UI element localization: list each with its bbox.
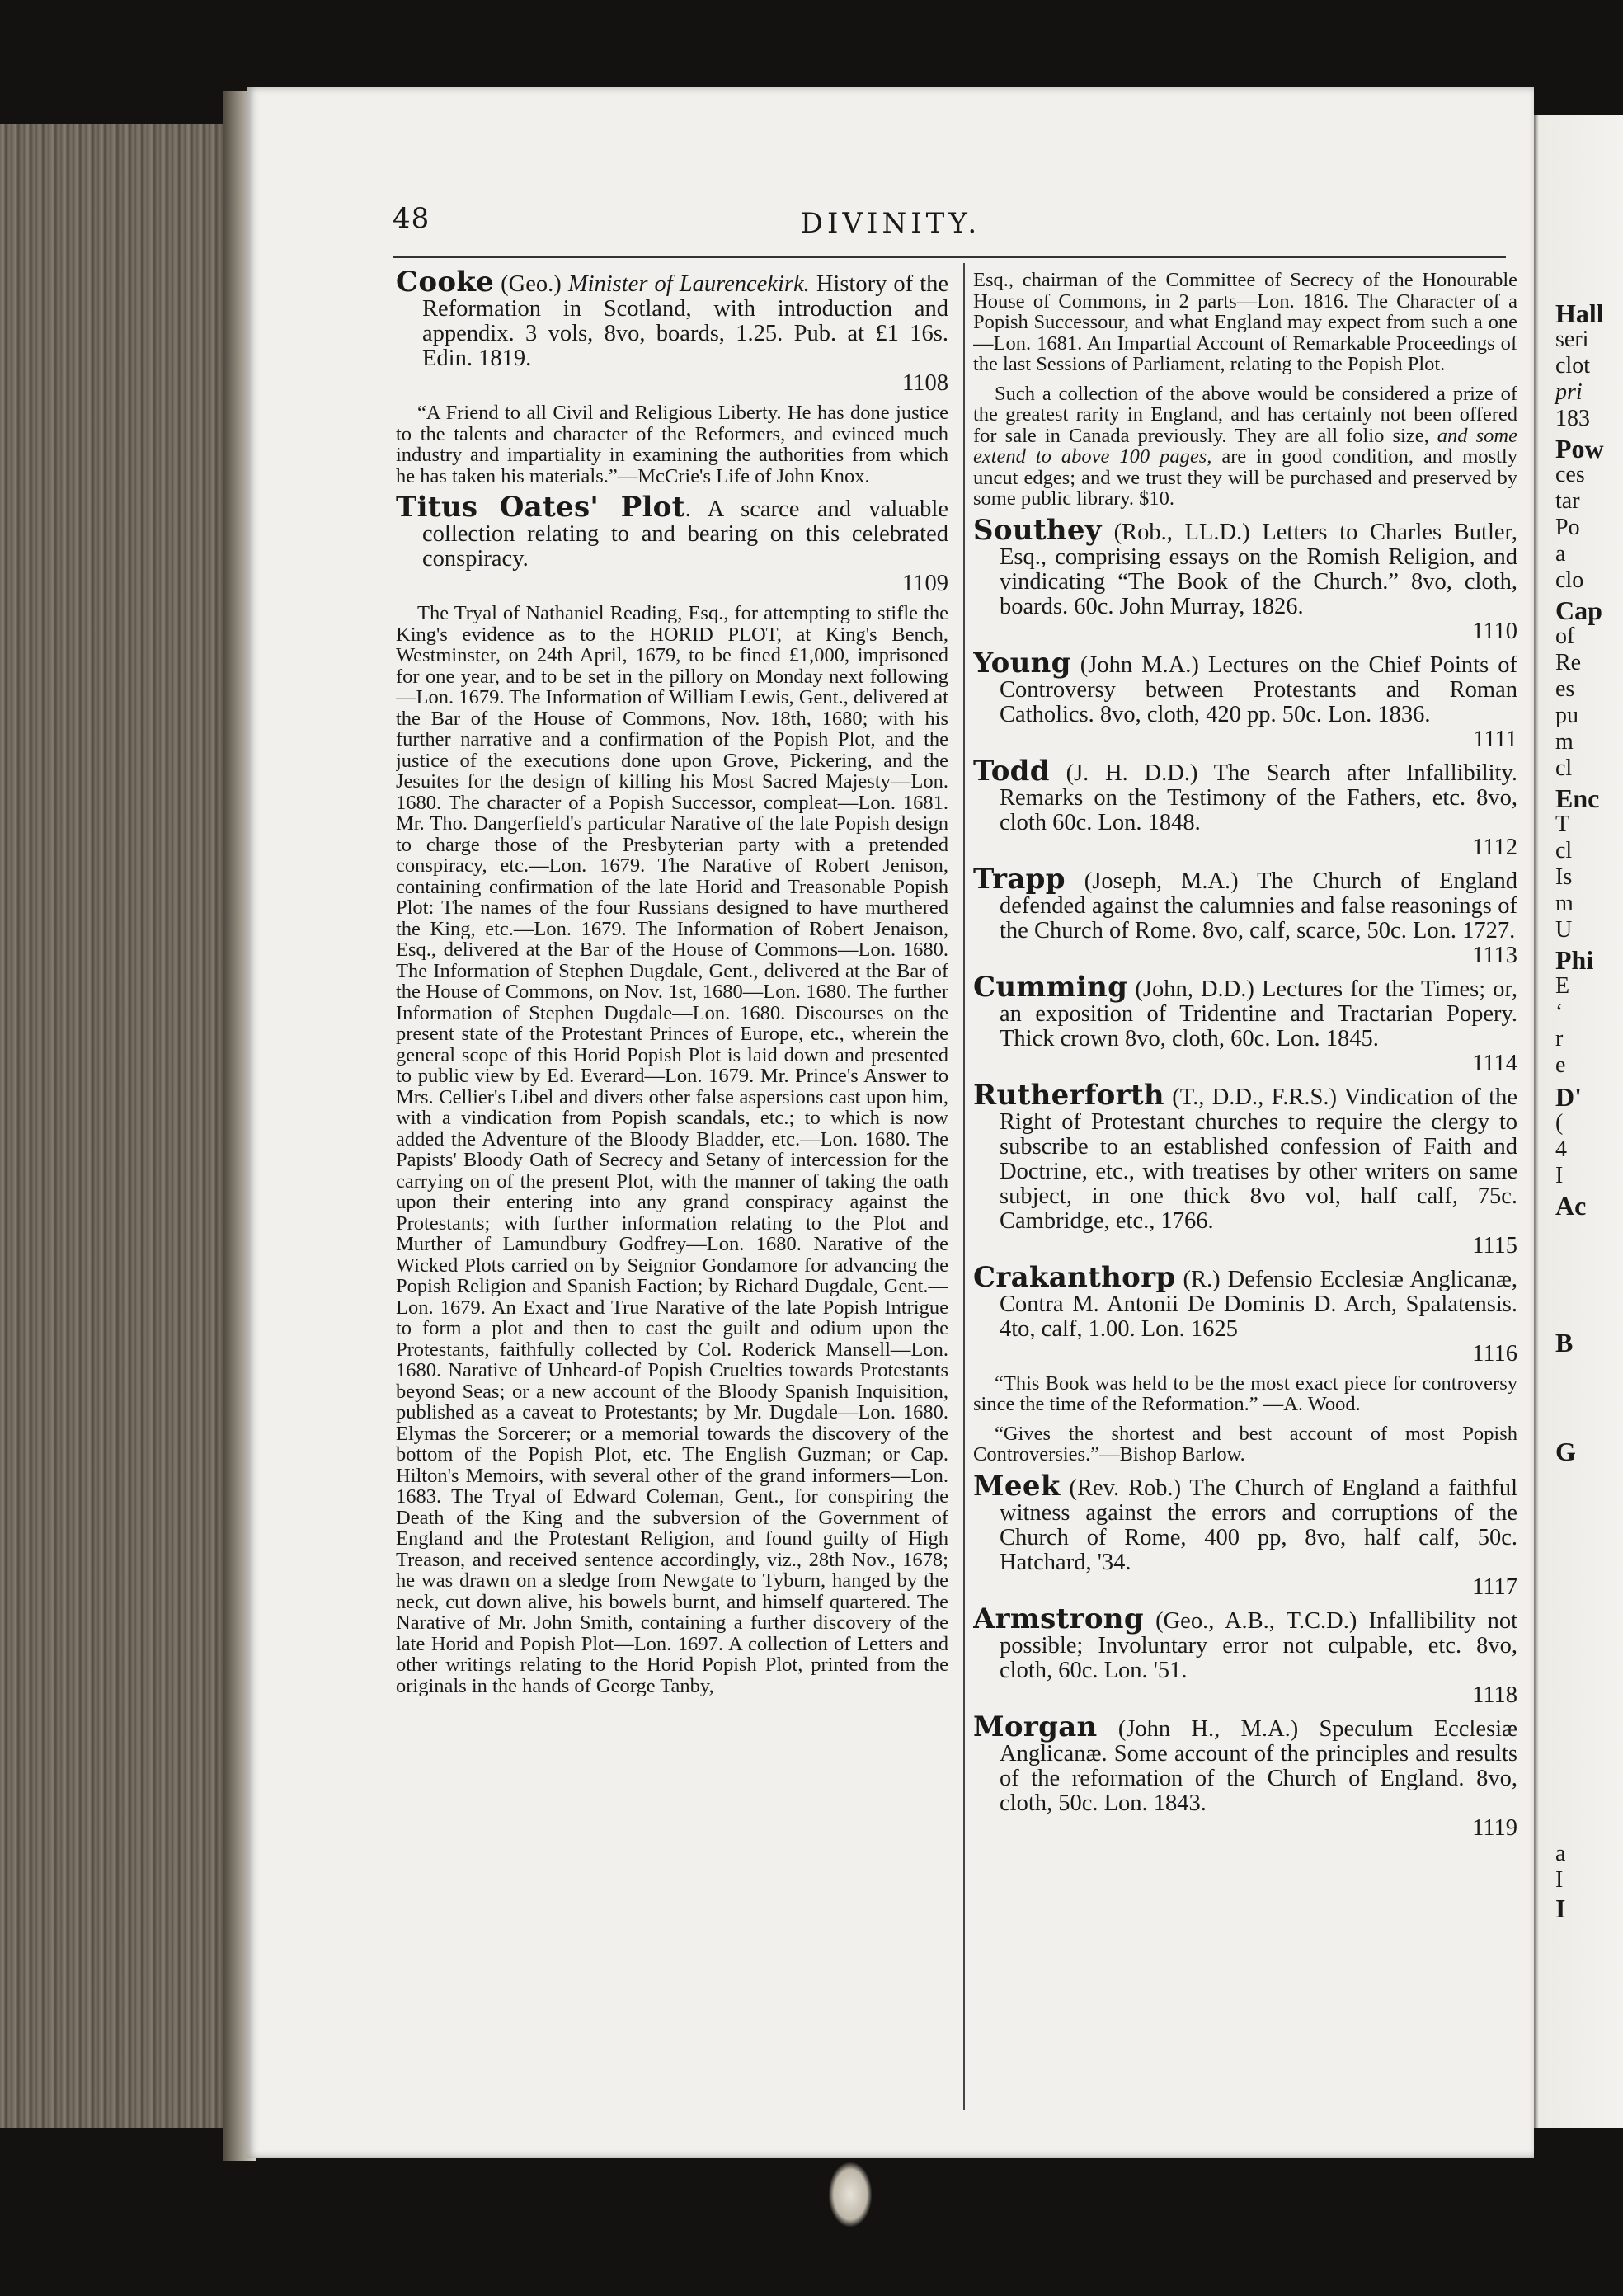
adjacent-fragment: m [1555, 729, 1574, 755]
adjacent-fragment: e [1555, 1052, 1566, 1078]
adjacent-fragment: clo [1555, 567, 1584, 593]
entry-meek [973, 1469, 1517, 1600]
header-rule [393, 256, 1506, 258]
entry-number: 1113 [1472, 942, 1517, 968]
adjacent-fragment: a [1555, 1841, 1566, 1866]
entry-author: Todd [973, 754, 1050, 788]
entry-author: Armstrong [973, 1602, 1144, 1635]
adjacent-fragment: Phi [1555, 945, 1594, 975]
entry-author: Meek [973, 1469, 1061, 1503]
entry-number: 1111 [1473, 726, 1517, 752]
entry-number: 1118 [1472, 1682, 1517, 1708]
adjacent-fragment: ‘ [1555, 1000, 1564, 1025]
entry-cumming [973, 970, 1517, 1076]
entry-text: (Joseph, M.A.) The Church of England defended against the calumnies and false reasonings of the Church of Rome. 8vo, calf, scarce, 50c. Lon. 1727. [1000, 868, 1517, 943]
entry-trapp [973, 862, 1517, 968]
adjacent-fragment: E [1555, 973, 1570, 999]
entry-author: Young [973, 646, 1071, 680]
adjacent-fragment: r [1555, 1026, 1564, 1052]
adjacent-fragment: G [1555, 1437, 1576, 1466]
entry-text: (T., D.D., F.R.S.) Vindication of the Right of Protestant churches to require the clergy to subscribe to an established confession of Faith and Doctrine, etc., with treatises by other writers on same subject, in one thick 8vo vol, half calf, 75c. Cambridge, etc., 1766. [1000, 1084, 1517, 1234]
adjacent-fragment: clot [1555, 353, 1590, 379]
page-number: 48 [393, 202, 430, 235]
entry-text-italic: Minister of Laurencekirk. [567, 271, 810, 297]
entry-number: 1119 [1472, 1814, 1517, 1841]
entry-armstrong [973, 1602, 1517, 1708]
adjacent-fragment: Is [1555, 864, 1573, 890]
entry-text: . A scarce and valuable collection relating to and bearing on this celebrated conspiracy. [422, 496, 948, 572]
adjacent-fragment: I [1555, 1867, 1564, 1893]
entry-note-continued: Esq., chairman of the Committee of Secrecy of the Honourable House of Commons, in 2 parts—Lon. 1816. The Character of a Popish Successour, and what England may expect from such a one—Lon. 1681. An Impartial Account of Remarkable Proceedings of the last Sessions of Parliament, relating to the Popish Plot. [973, 270, 1517, 375]
entry-author: Southey [973, 513, 1102, 547]
adjacent-fragment: Cap [1555, 595, 1602, 625]
entry-note: “Gives the shortest and best account of most Popish Controversies.”—Bishop Barlow. [973, 1422, 1517, 1466]
entry-number: 1116 [1472, 1340, 1517, 1367]
entry-morgan [973, 1710, 1517, 1841]
column-divider [963, 263, 965, 2110]
entry-text: (R.) Defensio Ecclesiæ Anglicanæ, Contra M. Antonii De Dominis D. Arch, Spalatensis. 4to, calf, 1.00. Lon. 1625 [1000, 1266, 1517, 1342]
adjacent-fragment: T [1555, 812, 1570, 837]
entry-text: (Geo.) [494, 271, 568, 297]
entry-number: 1109 [902, 571, 948, 596]
entry-author: Crakanthorp [973, 1260, 1176, 1294]
entry-author: Cumming [973, 970, 1128, 1004]
entry-titus-oates-plot [396, 491, 948, 596]
adjacent-fragment: cl [1555, 755, 1573, 781]
adjacent-fragment: Re [1555, 650, 1582, 675]
entry-number: 1110 [1472, 618, 1517, 644]
entry-number: 1115 [1472, 1232, 1517, 1259]
note-text-italic: and some extend to above 100 pages, [973, 424, 1517, 468]
adjacent-fragment: Ac [1555, 1191, 1587, 1221]
entry-text: (John M.A.) Lectures on the Chief Points of Controversy between Protestants and Roman Catholics. 8vo, cloth, 420 pp. 50c. Lon. 1836. [1000, 652, 1517, 727]
adjacent-fragment: pu [1555, 703, 1578, 728]
adjacent-fragment: I [1555, 1894, 1566, 1923]
adjacent-fragment: 4 [1555, 1136, 1567, 1162]
entry-cooke [396, 270, 948, 396]
entry-young [973, 646, 1517, 752]
entry-todd [973, 754, 1517, 860]
adjacent-fragment: B [1555, 1328, 1574, 1357]
adjacent-fragment: es [1555, 676, 1575, 702]
note-text: Such a collection of the above would be considered a prize of the greatest rarity in England, and has certainly not been offered for sale in Canada previously. They are all folio size, [973, 382, 1517, 447]
left-column [396, 270, 948, 2109]
entry-note [973, 383, 1517, 510]
right-column [973, 270, 1517, 2109]
entry-author: Trapp [973, 862, 1066, 896]
entry-text: (John, D.D.) Lectures for the Times; or, an exposition of Tridentine and Tractarian Popery. Thick crown 8vo, cloth, 60c. Lon. 1845. [1000, 976, 1517, 1052]
adjacent-fragment: of [1555, 623, 1575, 649]
running-head: DIVINITY. [800, 207, 981, 240]
entry-text: (Rob., LL.D.) Letters to Charles Butler, Esq., comprising essays on the Romish Religion, and vindicating “The Book of the Church.” 8vo, cloth, boards. 60c. John Murray, 1826. [1000, 519, 1517, 619]
adjacent-fragment: U [1555, 917, 1573, 943]
entry-rutherforth [973, 1078, 1517, 1259]
adjacent-fragment: pri [1555, 379, 1583, 405]
adjacent-fragment: Pow [1555, 434, 1604, 463]
entry-note: “This Book was held to be the most exact piece for controversy since the time of the Reformation.” —A. Wood. [973, 1371, 1517, 1415]
entry-text: (J. H. D.D.) The Search after Infallibility. Remarks on the Testimony of the Fathers, etc. 8vo, cloth 60c. Lon. 1848. [1000, 760, 1517, 835]
entry-note: “A Friend to all Civil and Religious Liberty. He has done justice to the talents and character of the Reformers, and evinced much industry and impartiality in examining the authorities from which he has taken his materials.”—McCrie's Life of John Knox. [396, 402, 948, 487]
entry-text: (Geo., A.B., T.C.D.) Infallibility not possible; Involuntary error not culpable, etc. 8vo, cloth, 60c. Lon. '51. [1000, 1607, 1517, 1683]
adjacent-fragment: I [1555, 1163, 1564, 1188]
entry-author: Titus Oates' Plot [396, 491, 685, 524]
entry-author: Morgan [973, 1710, 1098, 1743]
entry-number: 1114 [1472, 1050, 1517, 1076]
entry-author: Rutherforth [973, 1078, 1164, 1112]
adjacent-fragment: Hall [1555, 299, 1604, 328]
book-page-stack-left [0, 124, 239, 2128]
scan-artifact [829, 2162, 872, 2227]
adjacent-fragment: cl [1555, 838, 1573, 863]
adjacent-fragment: seri [1555, 327, 1589, 352]
adjacent-fragment: ( [1555, 1110, 1564, 1136]
adjacent-fragment: ces [1555, 462, 1585, 487]
adjacent-fragment: tar [1555, 488, 1580, 514]
entry-text: (John H., M.A.) Speculum Ecclesiæ Anglicanæ. Some account of the principles and results of the reformation of the Church of England. 8vo, cloth, 50c. Lon. 1843. [1000, 1715, 1517, 1816]
entry-southey [973, 513, 1517, 644]
entry-text: (Rev. Rob.) The Church of England a faithful witness against the errors and corruptions of the Church of Rome, 400 pp, 8vo, half calf, 50c. Hatchard, '34. [1000, 1475, 1517, 1575]
entry-number: 1108 [902, 370, 948, 396]
adjacent-fragment: Po [1555, 515, 1580, 540]
catalogue-page [247, 87, 1534, 2158]
adjacent-fragment: 183 [1555, 406, 1590, 431]
entry-crakanthorp [973, 1260, 1517, 1367]
entry-note: The Tryal of Nathaniel Reading, Esq., for attempting to stifle the King's evidence as to the HORID PLOT, at King's Bench, Westminster, on 24th April, 1679, to be fined £1,000, imprisoned for one year, and to be set in the pillory on Monday next following—Lon. 1679. The Information of William Lewis, Gent., delivered at the Bar of the House of Commons, Nov. 18th, 1680; with his further narrative and a confirmation of the Popish Plot, and the justice of the executions done upon Grove, Pickering, and the Jesuites for the design of killing his Most Sacred Majesty—Lon. 1680. The character of a Popish Successor, compleat—Lon. 1681. Mr. Tho. Dangerfield's particular Narative of the late Popish design to charge those of the Presbyterian party with a pretended conspiracy, etc.—Lon. 1679. The Narative of Robert Jenison, containing confirmation of the late Horid and Treasonable Popish Plot: The names of the four Russians designed to have murthered the King, etc.—Lon. 1679. The Information of Robert Jenaison, Esq., delivered at the Bar of the House of Commons—Lon. 1680. The Information of Stephen Dugdale, Gent., delivered at the Bar of the House of Commons, on Nov. 1st, 1680—Lon. 1680. The further Information of Stephen Dugdale—Lon. 1680. Discourses on the present state of the Protestant Princes of Europe, etc., wherein the general scope of this Horid Popish Plot is laid down and presented to public view by Ed. Everard—Lon. 1679. Mr. Prince's Answer to Mrs. Cellier's Libel and divers other false aspersions cast upon him, with a vindication from Popish scandals, etc.; to which is now added the Adventure of the Bloody Bladder, etc.—Lon. 1680. The Papists' Bloody Oath of Secrecy and Setany of intercession for the carrying on of the present Plot, with the manner of taking the oath upon their entering into any grand conspiracy against the Protestants; with further information relating to the Plot and Murther of Lamundbury Godfrey—Lon. 1680. Narative of the Wicked Plots carried on by Seignior Gondamore for advancing the Popish Religion and Spanish Faction; by Richard Dugdale, Gent.—Lon. 1679. An Exact and True Narative of the late Popish Intrigue to form a plot and then to cast the guilt and odium upon the Protestants, faithfully collected by Col. Roderick Mansell—Lon. 1680. Narative of Unheard-of Popish Cruelties towards Protestants beyond Seas; or a new account of the Bloody Spanish Inquisition, published as a caveat to Protestants; by Mr. Dugdale—Lon. 1680. Elymas the Sorcerer; or a memorial towards the discovery of the bottom of the Popish Plot, etc. The English Guzman; or Cap. Hilton's Memoirs, with several other of the grand informers—Lon. 1683. The Tryal of Edward Coleman, Gent., for conspiring the Death of the King and the subversion of the Government of England and the Protestant Religion, and found guilty of High Treason, and received sentence accordingly, viz., 28th Nov., 1678; he was drawn on a sledge from Newgate to Tyburn, hanged by the neck, cut down alive, his bowels burnt, and himself quartered. The Narative of Mr. John Smith, containing a further discovery of the late Horid and Popish Plot—Lon. 1697. A collection of Letters and other writings relating to the Horid Popish Plot, printed from the originals in the hands of George Tanby, [396, 602, 948, 1697]
adjacent-fragment: m [1555, 891, 1574, 916]
adjacent-fragment: Enc [1555, 783, 1600, 813]
entry-author: Cooke [396, 270, 495, 299]
entry-number: 1117 [1472, 1574, 1517, 1600]
entry-number: 1112 [1472, 834, 1517, 860]
note-text: are in good condition, and mostly uncut edges; and we trust they will be purchased and preserved by some public library. $10. [973, 445, 1517, 510]
adjacent-fragment: D' [1555, 1082, 1582, 1112]
adjacent-fragment: a [1555, 541, 1566, 567]
entry-text: History of the Reformation in Scotland, with introduction and appendix. 3 vols, 8vo, boards, 1.25. Pub. at £1 16s. Edin. 1819. [422, 271, 948, 371]
adjacent-page-edge [1526, 115, 1623, 2128]
